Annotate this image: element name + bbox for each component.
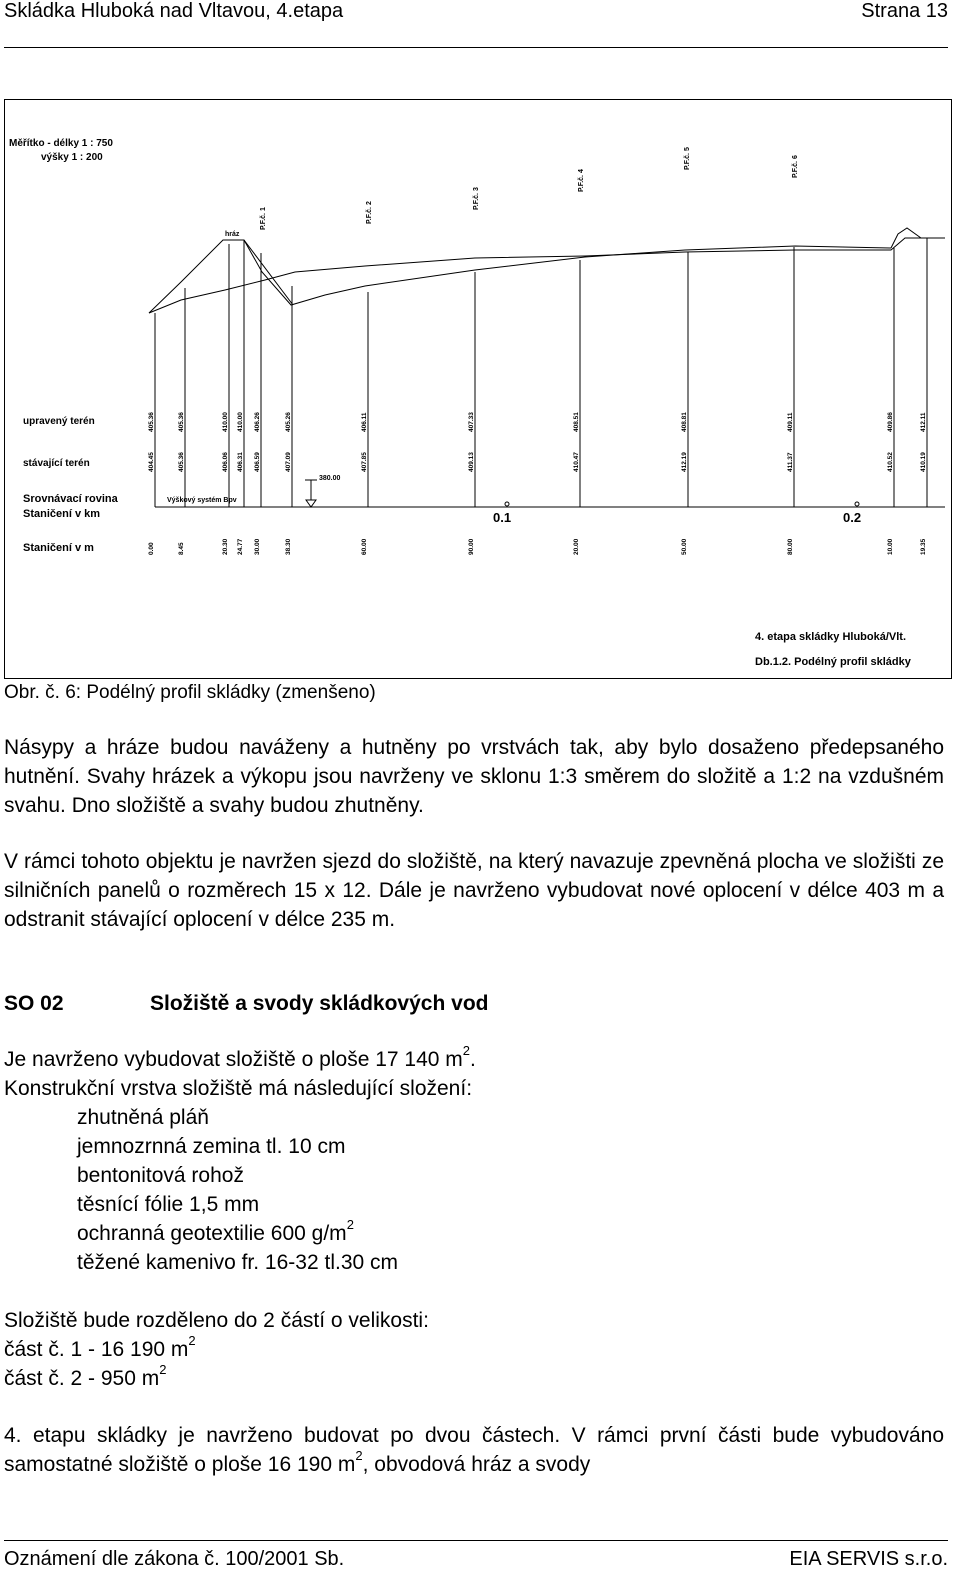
- designed-elevation-label: 410.00: [222, 412, 229, 432]
- existing-elevation-label: 407.85: [361, 452, 368, 472]
- existing-elevation-label: 406.59: [254, 452, 261, 472]
- station-m-label: 30.00: [254, 538, 261, 555]
- part-2-sup: 2: [159, 1362, 167, 1377]
- figure-caption: Obr. č. 6: Podélný profil skládky (zmenšeno): [4, 682, 376, 703]
- stamp-line-2: Db.1.2. Podélný profil skládky: [755, 656, 911, 668]
- existing-elevation-label: 407.09: [285, 452, 292, 472]
- page-number: Strana 13: [861, 0, 948, 22]
- station-m-label: 10.00: [887, 538, 894, 555]
- station-m-label: 20.00: [573, 538, 580, 555]
- existing-elevation-label: 404.45: [148, 452, 155, 472]
- datum-value: 380.00: [319, 475, 341, 482]
- row-label-staniceni-m: Staničení v m: [23, 542, 94, 554]
- scale-label-heights: výšky 1 : 200: [41, 152, 103, 163]
- so-code: SO 02: [4, 992, 64, 1015]
- designed-elevation-label: 408.51: [573, 412, 580, 432]
- datum-marker-icon: [306, 480, 316, 507]
- station-m-label: 19.35: [920, 538, 927, 555]
- profile-svg: [5, 100, 951, 678]
- designed-elevation-label: 405.36: [148, 412, 155, 432]
- row-label-stavajici: stávající terén: [23, 458, 90, 469]
- existing-elevation-label: 406.31: [237, 452, 244, 472]
- existing-terrain-line: [149, 238, 945, 313]
- station-m-label: 60.00: [361, 538, 368, 555]
- existing-elevation-label: 409.13: [468, 452, 475, 472]
- stages-text-b: , obvodová hráz a svody: [362, 1453, 591, 1476]
- geotextile-text: ochranná geotextilie 600 g/m: [77, 1222, 347, 1245]
- header-title: Skládka Hluboká nad Vltavou, 4.etapa: [4, 0, 344, 22]
- km-label-0-2: 0.2: [843, 510, 862, 525]
- layer-item: jemnozrnná zemina tl. 10 cm: [77, 1135, 346, 1158]
- scale-label-lengths: Měřítko - délky 1 : 750: [9, 138, 113, 149]
- footer-left: Oznámení dle zákona č. 100/2001 Sb.: [4, 1548, 345, 1570]
- existing-elevation-label: 410.52: [887, 452, 894, 472]
- designed-elevation-label: 407.33: [468, 412, 475, 432]
- layers-intro: Konstrukční vrstva složiště má následující složení:: [4, 1077, 473, 1100]
- paragraph-stages: [4, 1421, 944, 1479]
- station-m-label: 0.00: [148, 542, 155, 555]
- layer-item-geotextile: [77, 1219, 354, 1248]
- designed-terrain-line: [149, 240, 891, 313]
- profile-label: P.F.č. 3: [473, 187, 480, 210]
- designed-elevation-label: 409.86: [887, 412, 894, 432]
- part-2-text: část č. 2 - 950 m: [4, 1367, 160, 1390]
- designed-elevation-label: 409.11: [787, 412, 794, 432]
- designed-elevation-label: 410.00: [237, 412, 244, 432]
- designed-elevation-label: 406.26: [254, 412, 261, 432]
- part-1-sup: 2: [188, 1333, 196, 1348]
- km-mark-1: [505, 502, 509, 506]
- split-intro: Složiště bude rozděleno do 2 částí o velikosti:: [4, 1309, 429, 1332]
- header-rule: [4, 47, 948, 48]
- profile-label: P.F.č. 2: [366, 201, 373, 224]
- geotextile-sup: 2: [346, 1217, 354, 1232]
- station-m-label: 38.30: [285, 538, 292, 555]
- area-line: [4, 1045, 476, 1074]
- km-label-0-1: 0.1: [493, 510, 512, 525]
- row-label-srovnavaci: Srovnávací rovina: [23, 493, 118, 505]
- layer-item: zhutněná pláň: [77, 1106, 209, 1129]
- dam-label: hráz: [225, 231, 240, 238]
- row-label-staniceni-km: Staničení v km: [23, 508, 101, 520]
- so-title: Složiště a svody skládkových vod: [150, 992, 489, 1015]
- designed-elevation-label: 406.11: [361, 412, 368, 432]
- existing-elevation-label: 410.47: [573, 452, 580, 472]
- designed-elevation-label: 405.26: [285, 412, 292, 432]
- dam-right-slope: [244, 240, 293, 305]
- layer-item: těsnící fólie 1,5 mm: [77, 1193, 260, 1216]
- station-m-label: 90.00: [468, 538, 475, 555]
- profile-label: P.F.č. 1: [260, 207, 267, 230]
- station-m-label: 20.30: [222, 538, 229, 555]
- station-m-label: 80.00: [787, 538, 794, 555]
- part-2: [4, 1364, 166, 1393]
- km-mark-2: [855, 502, 859, 506]
- station-m-label: 8.45: [178, 542, 185, 555]
- stamp-line-1: 4. etapa skládky Hluboká/Vlt.: [755, 631, 907, 643]
- profile-label: P.F.č. 5: [684, 147, 691, 170]
- designed-elevation-label: 412.11: [920, 412, 927, 432]
- footer-rule: [4, 1540, 948, 1541]
- existing-elevation-label: 412.19: [681, 452, 688, 472]
- existing-elevation-label: 405.36: [178, 452, 185, 472]
- profile-drawing: [4, 99, 952, 679]
- paragraph-embankments: Násypy a hráze budou naváženy a hutněny po vrstvách tak, aby bylo dosaženo předepsaného hutnění. Svahy hrázek a výkopu jsou navrženy ve sklonu 1:3 směrem do složitě a 1:2 na vzdušném svahu. Dno složiště a svahy budou zhutněny.: [4, 736, 944, 817]
- stages-sup: 2: [355, 1448, 363, 1463]
- profile-label: P.F.č. 4: [578, 169, 585, 192]
- station-m-label: 50.00: [681, 538, 688, 555]
- paragraph-access-road: V rámci tohoto objektu je navržen sjezd do složiště, na který navazuje zpevněná plocha ve složišti ze silničních panelů o rozměrech 15 x 12. Dále je navrženo vybudovat nové oplocení v délce 403 m a odstranit stávající oplocení v délce 235 m.: [4, 850, 944, 931]
- existing-elevation-label: 411.37: [787, 452, 794, 472]
- layer-item: bentonitová rohož: [77, 1164, 244, 1187]
- vyskovy-system: Výškový systém Bpv: [167, 497, 237, 504]
- designed-elevation-label: 408.81: [681, 412, 688, 432]
- page-header: [4, 0, 948, 48]
- row-label-upraveny: upravený terén: [23, 416, 95, 427]
- layer-item: těžené kamenivo fr. 16-32 tl.30 cm: [77, 1251, 398, 1274]
- designed-elevation-label: 405.36: [178, 412, 185, 432]
- area-end: .: [470, 1048, 476, 1071]
- existing-elevation-label: 410.19: [920, 452, 927, 472]
- part-1-text: část č. 1 - 16 190 m: [4, 1338, 189, 1361]
- stages-text-a: 4. etapu skládky je navrženo budovat po dvou částech. V rámci první části bude vybudováno samostatné složiště o ploše 16 190 m: [4, 1424, 944, 1476]
- profile-labels: [260, 147, 799, 230]
- existing-elevation-label: 406.06: [222, 452, 229, 472]
- area-sup: 2: [462, 1043, 471, 1058]
- profile-label: P.F.č. 6: [792, 155, 799, 178]
- part-1: [4, 1335, 196, 1364]
- station-m-label: 24.77: [237, 538, 244, 555]
- footer-right: EIA SERVIS s.r.o.: [789, 1548, 948, 1570]
- area-text: Je navrženo vybudovat složiště o ploše 17 140 m: [4, 1048, 463, 1071]
